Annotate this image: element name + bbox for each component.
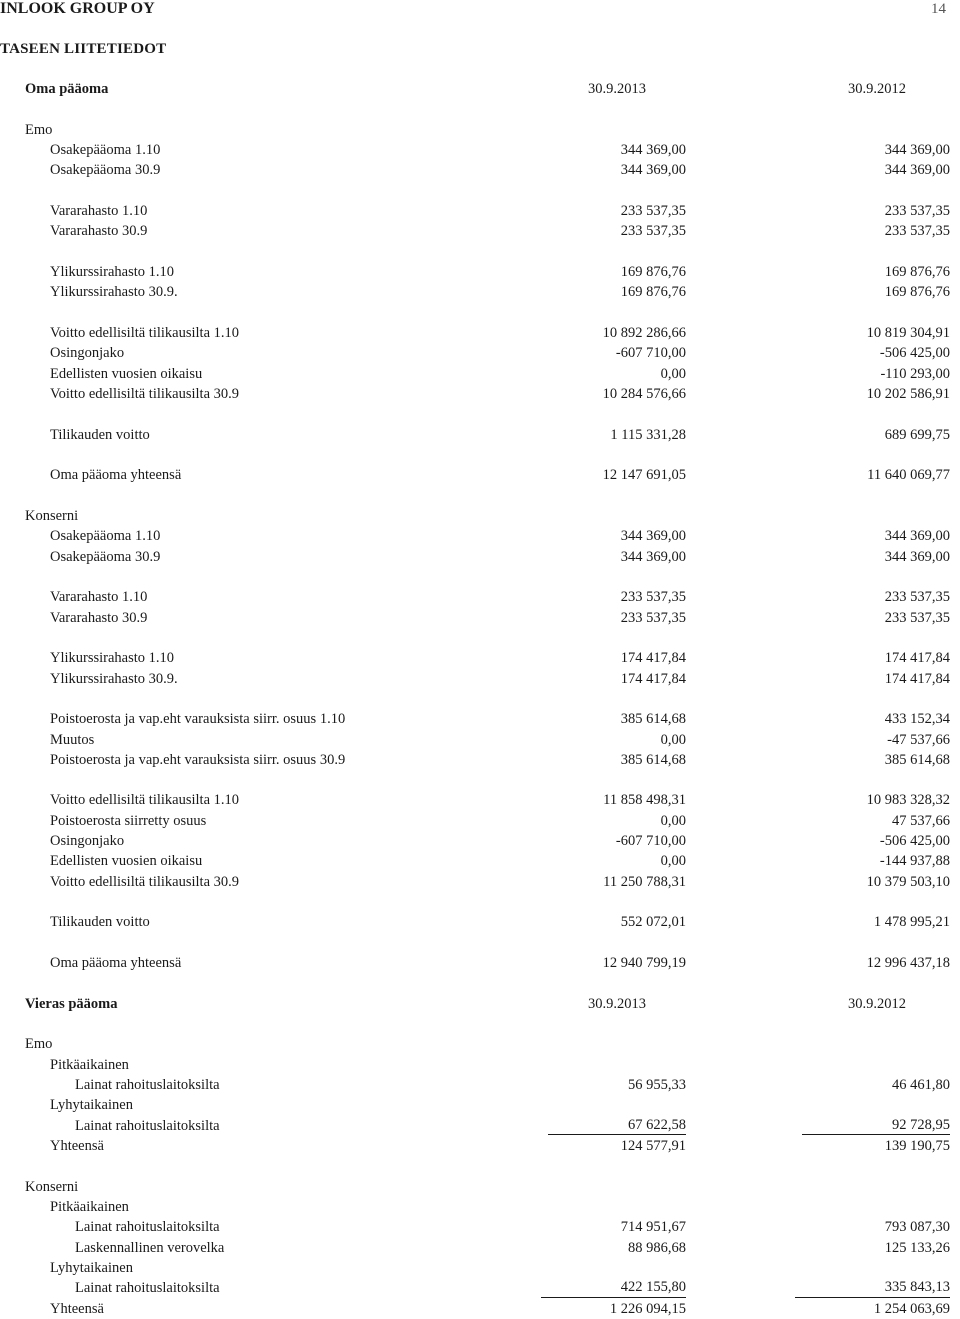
value-2013: 233 537,35 (620, 223, 686, 240)
table-row (0, 872, 960, 892)
value-2013: 174 417,84 (620, 670, 686, 687)
table-row (0, 343, 960, 363)
row-label: Tilikauden voitto (50, 426, 150, 443)
table-row (0, 648, 960, 668)
row-label: Lainat rahoituslaitoksilta (75, 1219, 220, 1236)
value-2012: 11 640 069,77 (867, 467, 950, 484)
table-row (0, 323, 960, 343)
value-2013: 344 369,00 (620, 162, 686, 179)
row-label: Lyhytaikainen (50, 1260, 133, 1277)
value-2013: 10 284 576,66 (602, 385, 686, 402)
value-2012: 169 876,76 (884, 284, 950, 301)
row-label: Voitto edellisiltä tilikausilta 1.10 (50, 324, 240, 341)
table-row (0, 160, 960, 180)
table-row (0, 608, 960, 628)
row-label: Edellisten vuosien oikaisu (50, 853, 203, 870)
column-header-2012: 30.9.2012 (848, 995, 906, 1012)
row-label: Ylikurssirahasto 1.10 (50, 650, 175, 667)
value-2012: 125 133,26 (884, 1239, 950, 1256)
table-row (0, 364, 960, 384)
row-label: Vararahasto 30.9 (50, 609, 148, 626)
row-label: Vararahasto 1.10 (50, 589, 148, 606)
value-2013: 1 226 094,15 (609, 1300, 686, 1317)
value-2012: 344 369,00 (884, 548, 950, 565)
value-2013: 233 537,35 (620, 609, 686, 626)
spacer-row (0, 181, 960, 201)
table-row (0, 669, 960, 689)
table-row (0, 425, 960, 445)
document-title: TASEEN LIITETIEDOT (0, 41, 167, 57)
row-label: Pitkäaikainen (50, 1056, 129, 1073)
row-label: Ylikurssirahasto 1.10 (50, 263, 175, 280)
row-label: Lyhytaikainen (50, 1097, 133, 1114)
group-header-row (0, 506, 960, 526)
spacer-row (0, 99, 960, 119)
table-row (0, 1278, 960, 1298)
row-label: Yhteensä (50, 1138, 104, 1155)
column-header-2013: 30.9.2013 (588, 995, 646, 1012)
table-row (0, 730, 960, 750)
table-row (0, 262, 960, 282)
value-2013: 0,00 (660, 365, 686, 382)
value-2012: 46 461,80 (892, 1077, 950, 1094)
value-2012: 793 087,30 (884, 1219, 950, 1236)
row-label: Yhteensä (50, 1300, 104, 1317)
value-2013: -607 710,00 (615, 833, 686, 850)
spacer-row (0, 689, 960, 709)
value-2013: 0,00 (660, 731, 686, 748)
spacer-row (0, 1156, 960, 1176)
row-label: Ylikurssirahasto 30.9. (50, 284, 178, 301)
table-row (0, 1299, 960, 1319)
row-label: Pitkäaikainen (50, 1199, 129, 1216)
value-2012: 335 843,13 (795, 1278, 950, 1298)
value-2012: 12 996 437,18 (866, 955, 950, 972)
table-row (0, 811, 960, 831)
value-2013: 1 115 331,28 (610, 426, 686, 443)
table-row (0, 1075, 960, 1095)
table-row (0, 1116, 960, 1136)
value-2012: 233 537,35 (884, 609, 950, 626)
value-2013: 88 986,68 (628, 1239, 686, 1256)
value-2013: 552 072,01 (620, 914, 686, 931)
value-2013: 169 876,76 (620, 263, 686, 280)
row-label: Voitto edellisiltä tilikausilta 30.9 (50, 385, 240, 402)
value-2013: 233 537,35 (620, 589, 686, 606)
spacer-row (0, 628, 960, 648)
table-row (0, 201, 960, 221)
value-2012: 689 699,75 (884, 426, 950, 443)
table-row (0, 282, 960, 302)
value-2013: 56 955,33 (628, 1077, 686, 1094)
value-2012: 233 537,35 (884, 202, 950, 219)
value-2012: -47 537,66 (887, 731, 950, 748)
row-label: Poistoerosta ja vap.eht varauksista siirr. osuus 1.10 (50, 711, 346, 728)
section-header-row (0, 79, 960, 99)
value-2013: 344 369,00 (620, 528, 686, 545)
group-header-row (0, 1034, 960, 1054)
company-name: INLOOK GROUP OY (0, 0, 155, 17)
table-row (0, 953, 960, 973)
table-row (0, 1258, 960, 1278)
spacer-row (0, 892, 960, 912)
page-number: 14 (931, 1, 946, 17)
value-2012: 1 478 995,21 (873, 914, 950, 931)
table-row (0, 790, 960, 810)
value-2012: 139 190,75 (884, 1138, 950, 1155)
table-row (0, 526, 960, 546)
value-2013: 67 622,58 (548, 1116, 686, 1136)
value-2013: -607 710,00 (615, 345, 686, 362)
group-header-row (0, 120, 960, 140)
value-2013: 10 892 286,66 (602, 324, 686, 341)
row-label: Poistoerosta ja vap.eht varauksista siirr. osuus 30.9 (50, 751, 346, 768)
table-row (0, 831, 960, 851)
spacer-row (0, 770, 960, 790)
row-label: Emo (25, 1036, 53, 1053)
value-2012: 433 152,34 (884, 711, 950, 728)
value-2013: 0,00 (660, 853, 686, 870)
value-2012: 233 537,35 (884, 223, 950, 240)
row-label: Oma pääoma yhteensä (50, 955, 182, 972)
row-label: Osingonjako (50, 345, 125, 362)
table-row (0, 140, 960, 160)
row-label: Muutos (50, 731, 95, 748)
value-2012: -506 425,00 (879, 345, 950, 362)
row-label: Konserni (25, 507, 79, 524)
row-label: Voitto edellisiltä tilikausilta 30.9 (50, 873, 240, 890)
row-label: Tilikauden voitto (50, 914, 150, 931)
table-row (0, 1197, 960, 1217)
row-label: Ylikurssirahasto 30.9. (50, 670, 178, 687)
value-2013: 385 614,68 (620, 711, 686, 728)
table-row (0, 851, 960, 871)
table-row (0, 465, 960, 485)
table-row (0, 1238, 960, 1258)
row-label: Vararahasto 1.10 (50, 202, 148, 219)
row-label: Edellisten vuosien oikaisu (50, 365, 203, 382)
row-label: Vieras pääoma (25, 995, 118, 1012)
value-2012: 385 614,68 (884, 751, 950, 768)
value-2012: 344 369,00 (884, 162, 950, 179)
value-2013: 714 951,67 (620, 1219, 686, 1236)
value-2013: 124 577,91 (620, 1138, 686, 1155)
row-label: Laskennallinen verovelka (75, 1239, 225, 1256)
value-2012: -506 425,00 (879, 833, 950, 850)
row-label: Lainat rahoituslaitoksilta (75, 1280, 220, 1297)
value-2012: 344 369,00 (884, 141, 950, 158)
row-label: Osakepääoma 30.9 (50, 548, 161, 565)
value-2013: 233 537,35 (620, 202, 686, 219)
row-label: Lainat rahoituslaitoksilta (75, 1077, 220, 1094)
value-2012: -144 937,88 (879, 853, 950, 870)
table-row (0, 587, 960, 607)
group-header-row (0, 1177, 960, 1197)
table-row (0, 912, 960, 932)
column-header-2013: 30.9.2013 (588, 81, 646, 97)
spacer-row (0, 1014, 960, 1034)
value-2012: 92 728,95 (802, 1116, 950, 1136)
value-2012: 174 417,84 (884, 650, 950, 667)
value-2012: 169 876,76 (884, 263, 950, 280)
value-2013: 11 250 788,31 (603, 873, 686, 890)
spacer-row (0, 933, 960, 953)
spacer-row (0, 567, 960, 587)
table-row (0, 1095, 960, 1115)
table-row (0, 547, 960, 567)
row-label: Lainat rahoituslaitoksilta (75, 1117, 220, 1134)
value-2012: 10 983 328,32 (866, 792, 950, 809)
table-row (0, 1055, 960, 1075)
row-label: Osakepääoma 1.10 (50, 528, 161, 545)
value-2012: 47 537,66 (892, 812, 950, 829)
value-2012: 344 369,00 (884, 528, 950, 545)
table-row (0, 1217, 960, 1237)
column-header-2012: 30.9.2012 (848, 81, 906, 97)
section-header-row (0, 994, 960, 1014)
value-2013: 12 147 691,05 (602, 467, 686, 484)
table-row (0, 750, 960, 770)
table-row (0, 221, 960, 241)
value-2013: 174 417,84 (620, 650, 686, 667)
row-label: Emo (25, 121, 53, 138)
value-2013: 169 876,76 (620, 284, 686, 301)
row-label: Oma pääoma yhteensä (50, 467, 182, 484)
spacer-row (0, 973, 960, 993)
value-2012: 10 379 503,10 (866, 873, 950, 890)
table-row (0, 384, 960, 404)
balance-sheet-notes-table (0, 79, 960, 1319)
row-label: Osakepääoma 30.9 (50, 162, 161, 179)
table-row (0, 709, 960, 729)
row-label: Osingonjako (50, 833, 125, 850)
spacer-row (0, 445, 960, 465)
value-2012: 10 202 586,91 (866, 385, 950, 402)
row-label: Osakepääoma 1.10 (50, 141, 161, 158)
value-2013: 385 614,68 (620, 751, 686, 768)
value-2013: 344 369,00 (620, 548, 686, 565)
table-row (0, 1136, 960, 1156)
value-2012: 1 254 063,69 (873, 1300, 950, 1317)
spacer-row (0, 303, 960, 323)
value-2013: 422 155,80 (541, 1278, 686, 1298)
value-2012: 10 819 304,91 (866, 324, 950, 341)
value-2012: 174 417,84 (884, 670, 950, 687)
row-label: Voitto edellisiltä tilikausilta 1.10 (50, 792, 240, 809)
row-label: Konserni (25, 1178, 79, 1195)
value-2012: -110 293,00 (880, 365, 950, 382)
value-2013: 344 369,00 (620, 141, 686, 158)
value-2013: 12 940 799,19 (602, 955, 686, 972)
spacer-row (0, 486, 960, 506)
spacer-row (0, 242, 960, 262)
value-2012: 233 537,35 (884, 589, 950, 606)
row-label: Poistoerosta siirretty osuus (50, 812, 207, 829)
value-2013: 11 858 498,31 (603, 792, 686, 809)
value-2013: 0,00 (660, 812, 686, 829)
row-label: Vararahasto 30.9 (50, 223, 148, 240)
row-label: Oma pääoma (25, 81, 109, 97)
spacer-row (0, 404, 960, 424)
